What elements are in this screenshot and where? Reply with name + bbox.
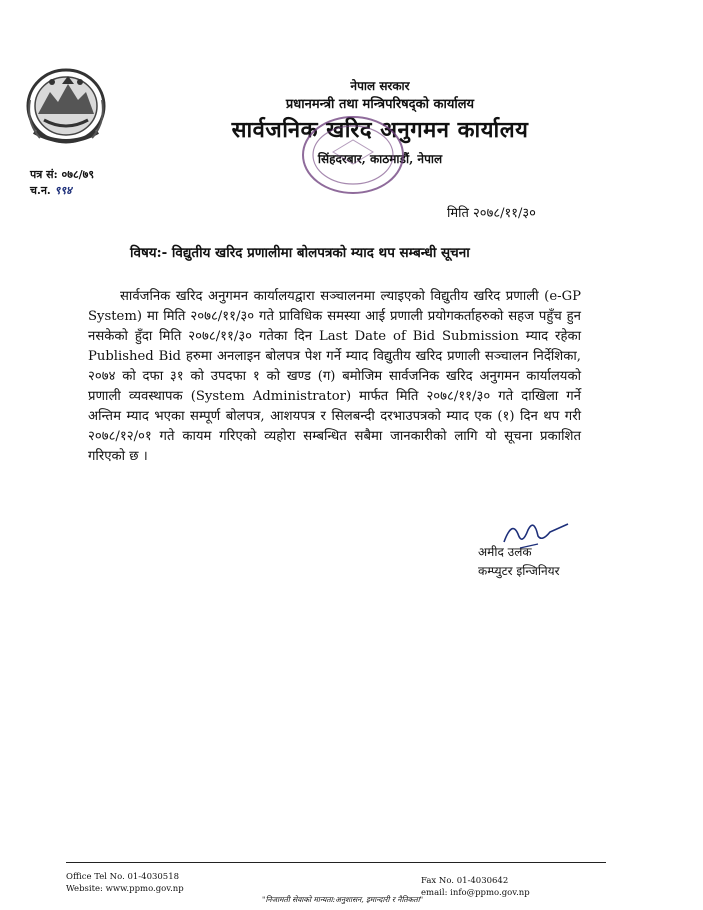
dispatch-number-label: च.न. [30,184,51,197]
subject-line: विषय:- विद्युतीय खरिद प्रणालीमा बोलपत्रको म्याद थप सम्बन्धी सूचना [130,245,470,261]
dispatch-number-value: ९९४ [54,184,72,197]
notice-body: सार्वजनिक खरिद अनुगमन कार्यालयद्वारा सञ्चालनमा ल्याइएको विद्युतीय खरिद प्रणाली (e-GP System) मा मिति २०७८/११/३० गते प्राविधिक समस्या आई प्रणाली प्रयोगकर्ताहरुको सहज पहुँच हुन नसकेको हुँदा मिति २०७८/११/३० गतेका दिन Last Date of Bid Submission म्याद रहेका Published Bid हरुमा अनलाइन बोलपत्र पेश गर्ने म्याद विद्युतीय खरिद प्रणाली सञ्चालन निर्देशिका, २०७४ को दफा ३१ को उपदफा १ को खण्ड (ग) बमोजिम सार्वजनिक खरिद अनुगमन कार्यालयको प्रणाली व्यवस्थापक (System Administrator) मार्फत मिति २०७८/११/३० गते दाखिला गर्ने अन्तिम म्याद भएका सम्पूर्ण बोलपत्र, आशयपत्र र सिलबन्दी दरभाउपत्रको म्याद एक (१) दिन थप गरी २०७८/१२/०१ गते कायम गरिएको व्यहोरा सम्बन्धित सबैमा जानकारीको लागि यो सूचना प्रकाशित गरिएको छ । [88,289,581,464]
header-address: सिंहदरबार, काठमाडौं, नेपाल [317,152,443,166]
footer-email: email: info@ppmo.gov.np [421,888,530,898]
dispatch-number [30,183,72,198]
letter-number-value: ०७८/७९ [61,168,95,181]
footer-divider [66,862,606,863]
footer-office-tel: Office Tel No. 01-4030518 [66,872,180,882]
footer-website: Website: www.ppmo.gov.np [66,884,184,894]
signatory-name: अमीद उलक [478,545,532,559]
nepal-emblem-icon [22,62,110,154]
official-stamp-icon [298,112,408,198]
letter-number [30,167,94,182]
header-office-title: सार्वजनिक खरिद अनुगमन कार्यालय [231,117,529,143]
signatory-title: कम्प्युटर इन्जिनियर [478,564,560,578]
letter-date: मिति २०७८/११/३० [447,206,536,221]
footer-motto: "निजामती सेवाको मान्यता:अनुशासन, इमान्दारी र नैतिकता" [262,895,424,904]
letter-number-label: पत्र सं: [30,168,58,181]
footer-fax: Fax No. 01-4030642 [421,876,509,886]
header-ministry: प्रधानमन्त्री तथा मन्त्रिपरिषद्को कार्यालय [285,97,475,112]
header-government: नेपाल सरकार [350,79,410,93]
